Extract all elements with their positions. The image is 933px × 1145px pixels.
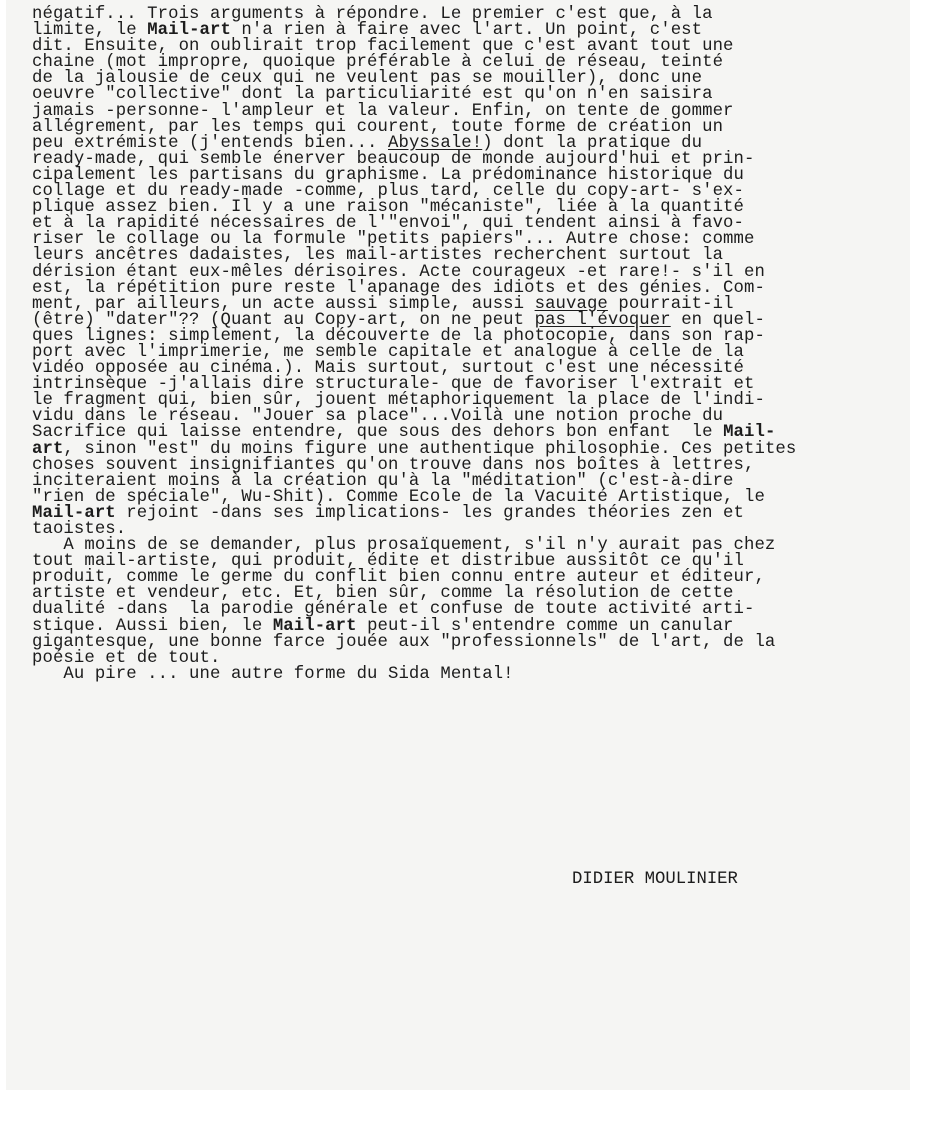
text-segment: port avec l'imprimerie, me semble capitale et analogue à celle de la bbox=[32, 342, 744, 362]
text-segment: produit, comme le germe du conflit bien connu entre auteur et éditeur, bbox=[32, 568, 765, 588]
text-segment: cipalement les partisans du graphisme. La prédominance historique du bbox=[32, 165, 744, 185]
underlined-term: Abyssale! bbox=[388, 133, 483, 153]
text-segment: Au pire ... une autre forme du Sida Mental! bbox=[32, 664, 514, 684]
text-segment: peu extrémiste (j'entends bien... bbox=[32, 133, 388, 153]
text-segment: et à la rapidité nécessaires de l'"envoi", qui tendent ainsi à favo- bbox=[32, 214, 744, 234]
text-segment: collage et du ready-made -comme, plus tard, celle du copy-art- s'ex- bbox=[32, 182, 744, 202]
text-segment: ready-made, qui semble énerver beaucoup de monde aujourd'hui et prin- bbox=[32, 149, 755, 169]
text-segment: (être) "dater"?? (Quant au Copy-art, on ne peut bbox=[32, 310, 535, 330]
text-segment: vidéo opposée au cinéma.). Mais surtout, surtout c'est une nécessité bbox=[32, 359, 744, 379]
underlined-term: sauvage bbox=[534, 294, 608, 314]
text-segment: est, la répétition pure reste l'apanage des idiots et des génies. Com- bbox=[32, 278, 765, 298]
text-segment: négatif... Trois arguments à répondre. Le premier c'est que, à la bbox=[32, 5, 713, 24]
text-segment: stique. Aussi bien, le bbox=[32, 616, 273, 636]
text-segment: plique assez bien. Il y a une raison "mécaniste", liée à la quantité bbox=[32, 198, 744, 218]
text-segment: dit. Ensuite, on oublirait trop facilement que c'est avant tout une bbox=[32, 37, 734, 57]
text-segment: oeuvre "collective" dont la particuliarité est qu'on n'en saisira bbox=[32, 85, 713, 105]
text-segment: pourrait-il bbox=[607, 294, 734, 314]
text-segment: ) dont la pratique du bbox=[482, 133, 703, 153]
text-segment: jamais -personne- l'ampleur et la valeur. Enfin, on tente de gommer bbox=[32, 101, 734, 121]
text-segment: rejoint -dans ses implications- les grandes théories zen et bbox=[115, 503, 744, 523]
text-segment: dualité -dans la parodie générale et confuse de toute activité arti- bbox=[32, 600, 755, 620]
text-segment: taoistes. bbox=[32, 520, 127, 539]
bold-term: Mail-art bbox=[147, 21, 231, 41]
text-segment: A moins de se demander, plus prosaïquement, s'il n'y aurait pas chez bbox=[32, 536, 776, 556]
text-segment: artiste et vendeur, etc. Et, bien sûr, comme la résolution de cette bbox=[32, 584, 734, 604]
text-segment: intrinsèque -j'allais dire structurale- que de favoriser l'extrait et bbox=[32, 375, 755, 395]
text-segment: "rien de spéciale", Wu-Shit). Comme Ecole de la Vacuité Artistique, le bbox=[32, 487, 765, 507]
text-segment: limite, le bbox=[32, 21, 148, 41]
text-segment: le fragment qui, bien sûr, jouent métaphoriquement la place de l'indi- bbox=[32, 391, 765, 411]
text-segment: vidu dans le réseau. "Jouer sa place"...Voilà une notion proche du bbox=[32, 407, 724, 427]
text-segment: ques lignes: simplement, la découverte de la photocopie, dans son rap- bbox=[32, 326, 765, 346]
author-signature: DIDIER MOULINIER bbox=[572, 870, 738, 889]
text-segment: en quel- bbox=[670, 310, 765, 330]
text-segment: ment, par ailleurs, un acte aussi simple, aussi bbox=[32, 294, 535, 314]
text-segment: dérision étant eux-mêles dérisoires. Acte courageux -et rare!- s'il en bbox=[32, 262, 765, 282]
bold-term: Mail-art bbox=[32, 503, 116, 523]
underlined-term: pas l'évoquer bbox=[534, 310, 671, 330]
text-segment: leurs ancêtres dadaistes, les mail-artistes recherchent surtout la bbox=[32, 246, 724, 266]
text-segment: de la jalousie de ceux qui ne veulent pas se mouiller), donc une bbox=[32, 69, 703, 89]
bold-term: Mail- bbox=[723, 423, 776, 443]
bold-term: Mail-art bbox=[272, 616, 357, 636]
text-segment: gigantesque, une bonne farce jouée aux "professionnels" de l'art, de la bbox=[32, 632, 776, 652]
text-segment: chaine (mot impropre, quoique préférable à celui de réseau, teinté bbox=[32, 53, 724, 73]
text-segment: , sinon "est" du moins figure une authentique philosophie. Ces petites bbox=[63, 439, 797, 459]
text-segment: riser le collage ou la formule "petits papiers"... Autre chose: comme bbox=[32, 230, 755, 250]
bold-term: art bbox=[32, 439, 64, 459]
page-sheet bbox=[6, 0, 910, 1090]
text-line bbox=[32, 664, 912, 684]
text-segment: allégrement, par les temps qui courent, toute forme de création un bbox=[32, 117, 724, 137]
text-segment: inciteraient moins à la création qu'à la "méditation" (c'est-à-dire bbox=[32, 471, 734, 491]
text-line bbox=[32, 503, 912, 523]
text-segment: peut-il s'entendre comme un canular bbox=[356, 616, 734, 636]
text-segment: tout mail-artiste, qui produit, édite et distribue aussitôt ce qu'il bbox=[32, 552, 744, 572]
text-segment: choses souvent insignifiantes qu'on trouve dans nos boîtes à lettres, bbox=[32, 455, 755, 475]
body-text bbox=[32, 7, 912, 683]
text-segment: Sacrifice qui laisse entendre, que sous des dehors bon enfant le bbox=[32, 423, 724, 443]
text-segment: poésie et de tout. bbox=[32, 648, 221, 668]
text-segment: n'a rien à faire avec l'art. Un point, c'est bbox=[230, 21, 703, 41]
